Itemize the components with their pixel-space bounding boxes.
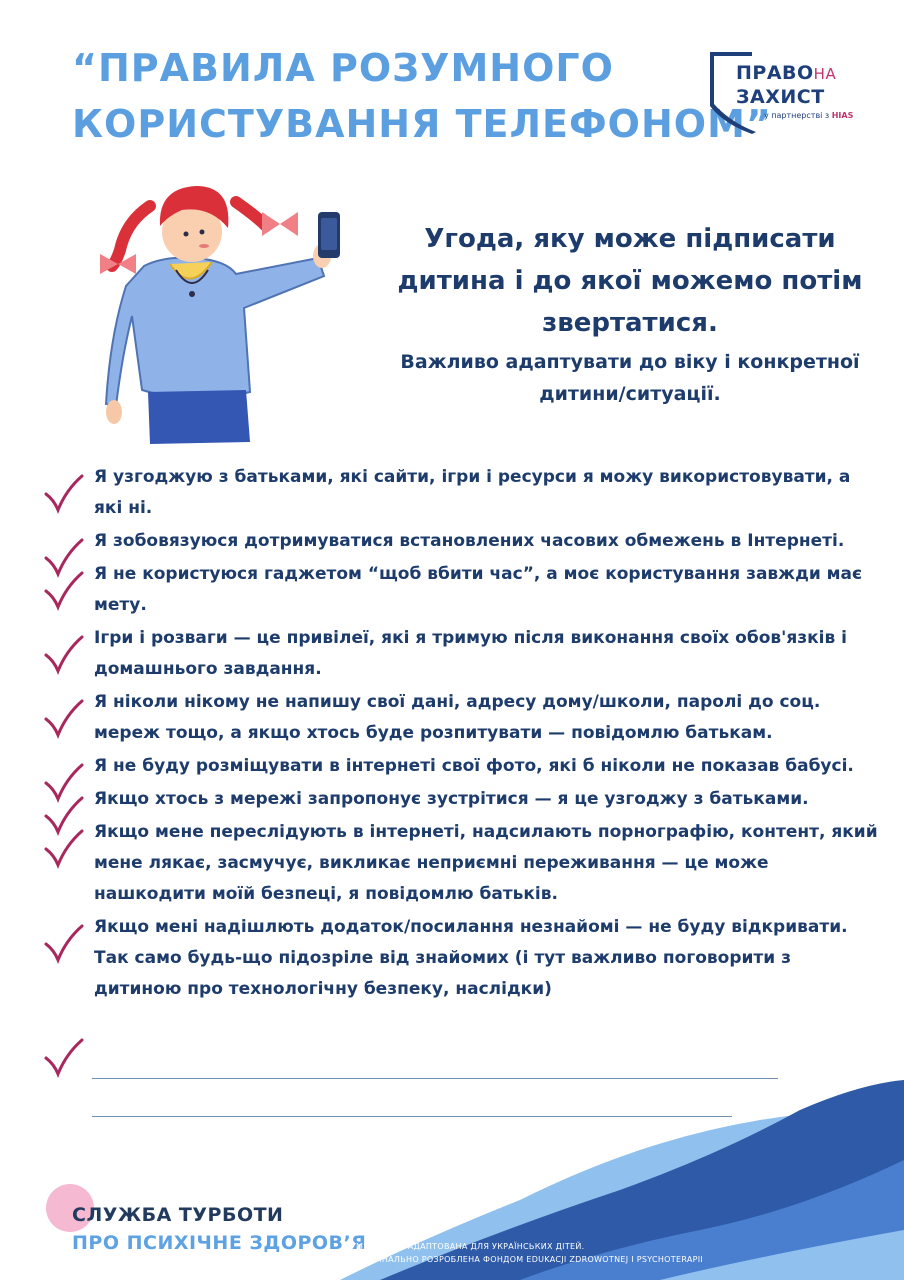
rule-item: Я не буду розміщувати в інтернеті свої фото, які б ніколи не показав бабусі.: [40, 751, 880, 782]
checkmark-icon: [40, 827, 86, 869]
rule-item: Я ніколи нікому не напишу свої дані, адресу дому/школи, паролі до соц. мереж тощо, а якщо хтось буде розпитувати — повідомлю батькам.: [40, 687, 880, 749]
intro-block: [392, 218, 868, 410]
rule-item: Якщо мені надішлють додаток/посилання незнайомі — не буду відкривати. Так само будь-що підозріле від знайомих (і тут важливо поговорити з дитиною про технологічну безпеку, наслідки): [40, 912, 880, 1005]
blank-line: [92, 1078, 778, 1079]
checkmark-icon: [40, 1036, 86, 1078]
rule-item: Якщо хтось з мережі запропонує зустрітися — я це узгоджу з батьками.: [40, 784, 880, 815]
intro-sub-text: Важливо адаптувати до віку і конкретної дитини/ситуації.: [400, 351, 860, 405]
rule-item: Якщо мене переслідують в інтернеті, надсилають порнографію, контент, який мене лякає, засмучує, викликає неприємні переживання — це може нашкодити моїй безпеці, я повідомлю батьків.: [40, 817, 880, 910]
checkmark-icon: [40, 922, 86, 964]
service-name-line2: ПРО ПСИХІЧНЕ ЗДОРОВ’Я: [72, 1232, 367, 1254]
logo-word-zakhyst: ЗАХИСТ: [736, 86, 825, 108]
title-line-2: КОРИСТУВАННЯ ТЕЛЕФОНОМ”: [72, 102, 772, 146]
title-line-1: “ПРАВИЛА РОЗУМНОГО: [72, 46, 614, 90]
footer-note-line1: МЕТОДИКА АДАПТОВАНА ДЛЯ УКРАЇНСЬКИХ ДІТЕЙ.: [356, 1242, 585, 1251]
rule-item: Ігри і розваги — це привілеї, які я тримую після виконання своїх обов'язків і домашнього завдання.: [40, 623, 880, 685]
page-title: [72, 40, 772, 152]
rule-item: Я не користуюся гаджетом “щоб вбити час”, а моє користування завжди має мету.: [40, 559, 880, 621]
intro-main-text: Угода, яку може підписати дитина і до якої можемо потім звертатися.: [397, 224, 863, 338]
checkmark-icon: [40, 633, 86, 675]
footer-note-line2: ОРИГІНАЛЬНО РОЗРОБЛЕНА ФОНДОМ EDUKACJI ZDROWOTNEJ I PSYCHOTERAPII: [356, 1255, 704, 1264]
logo-word-pravo: ПРАВОНА: [736, 62, 837, 84]
checkmark-icon: [40, 569, 86, 611]
rule-item: Я узгоджую з батьками, які сайти, ігри і ресурси я можу використовувати, а які ні.: [40, 462, 880, 524]
footer-note: [356, 1240, 776, 1266]
rule-item: Я зобовязуюся дотримуватися встановлених часових обмежень в Інтернеті.: [40, 526, 880, 557]
girl-with-phone-illustration: [86, 166, 366, 456]
service-name-line1: СЛУЖБА ТУРБОТИ: [72, 1204, 284, 1226]
checkmark-icon: [40, 472, 86, 514]
logo-partner: у партнерстві з HIAS: [764, 111, 854, 120]
rules-list: [40, 462, 880, 1007]
checkmark-icon: [40, 697, 86, 739]
